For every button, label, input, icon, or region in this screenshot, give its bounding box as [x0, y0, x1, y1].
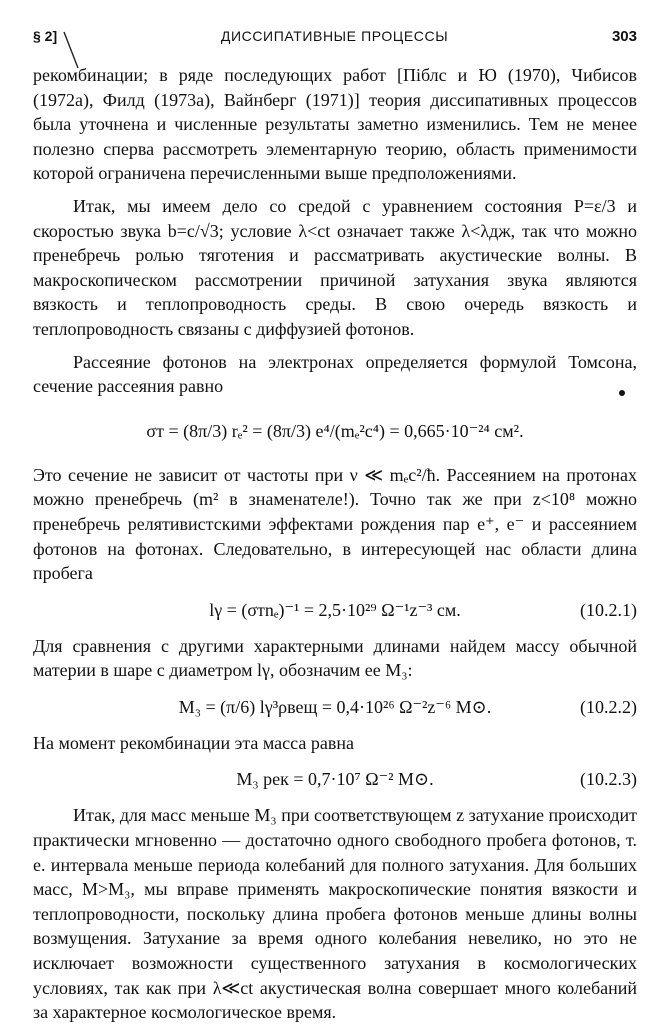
paragraph-7: Итак, для масс меньше M₃ при соответствующем z затухание происходит практически мгновенно — достаточно одного свободного пробега фотонов, т. е. интервала меньше периода колебаний для полного затухания. Для больших масс, M>M₃, мы вправе применять макроскопические понятия вязкости и теплопроводности, поскольку длина пробега фотонов меньше длины волны возмущения. Затухание за время одного колебания невелико, но это не исключает возможности существенного затухания в космологических условиях, так как при λ≪ct акустическая волна совершает много колебаний за характерное космологическое время. [33, 805, 637, 1023]
page-number: 303 [611, 28, 637, 45]
paragraph-4: Это сечение не зависит от частоты при ν ≪ mₑc²/ħ. Рассеянием на протонах можно пренебречь (m² в знаменателе!). Точно так же при z<10⁸ можно пренебречь релятивистскими эффектами рождения пар e⁺, e⁻ и рассеянием фотонов на фотонах. Следовательно, в интересующей нас области длина пробега [33, 464, 637, 584]
equation-10-2-2 [33, 693, 637, 721]
equation-10-2-2-formula: M₃ = (π/6) lγ³ρвещ = 0,4·10²⁶ Ω⁻²z⁻⁶ M⊙. [178, 696, 492, 717]
pen-mark [62, 30, 82, 70]
paragraph-2: Итак, мы имеем дело со средой с уравнением состояния P=ε/3 и скоростью звука b=c/√3; условие λ<ct означает также λ<λдж, так что можно пренебречь ролью тяготения и рассматривать акустические волны. В макроскопическом рассмотрении причиной затухания звука являются вязкость и теплопроводность среды. В свою очередь вязкость и теплопроводность связаны с диффузией фотонов. [33, 195, 637, 339]
equation-10-2-2-number: (10.2.2) [580, 696, 637, 717]
equation-10-2-1-number: (10.2.1) [580, 599, 637, 620]
equation-10-2-3-number: (10.2.3) [580, 769, 637, 790]
running-title: ДИССИПАТИВНЫЕ ПРОЦЕССЫ [220, 28, 449, 44]
paragraph-6: На момент рекомбинации эта масса равна [33, 732, 354, 753]
page-header [33, 28, 637, 45]
equation-thomson-formula: σт = (8π/3) rₑ² = (8π/3) e⁴/(mₑ²c⁴) = 0,665·10⁻²⁴ см². [146, 420, 524, 441]
equation-10-2-1 [33, 596, 637, 624]
equation-10-2-1-formula: lγ = (σтnₑ)⁻¹ = 2,5·10²⁹ Ω⁻¹z⁻³ см. [209, 599, 461, 620]
equation-thomson [33, 409, 637, 453]
ink-dot [619, 390, 625, 396]
paragraph-5: Для сравнения с другими характерными длинами найдем массу обычной материи в шаре с диаметром lγ, обозначим ее M₃: [33, 635, 637, 681]
equation-10-2-3-formula: M₃ рек = 0,7·10⁷ Ω⁻² M⊙. [236, 769, 434, 790]
equation-10-2-3 [33, 765, 637, 793]
paragraph-1: рекомбинации; в ряде последующих работ [Піблс и Ю (1970), Чибисов (1972а), Филд (1973а), Вайнберг (1971)] теория диссипативных процессов была уточнена и численные результаты заметно изменились. Тем не менее полезно сперва рассмотреть элементарную теорию, область применимости которой ограничена перечисленными выше предположениями. [33, 65, 637, 184]
paragraph-3: Рассеяние фотонов на электронах определяется формулой Томсона, сечение рассеяния равно [33, 351, 637, 397]
section-marker: § 2] [33, 28, 58, 44]
